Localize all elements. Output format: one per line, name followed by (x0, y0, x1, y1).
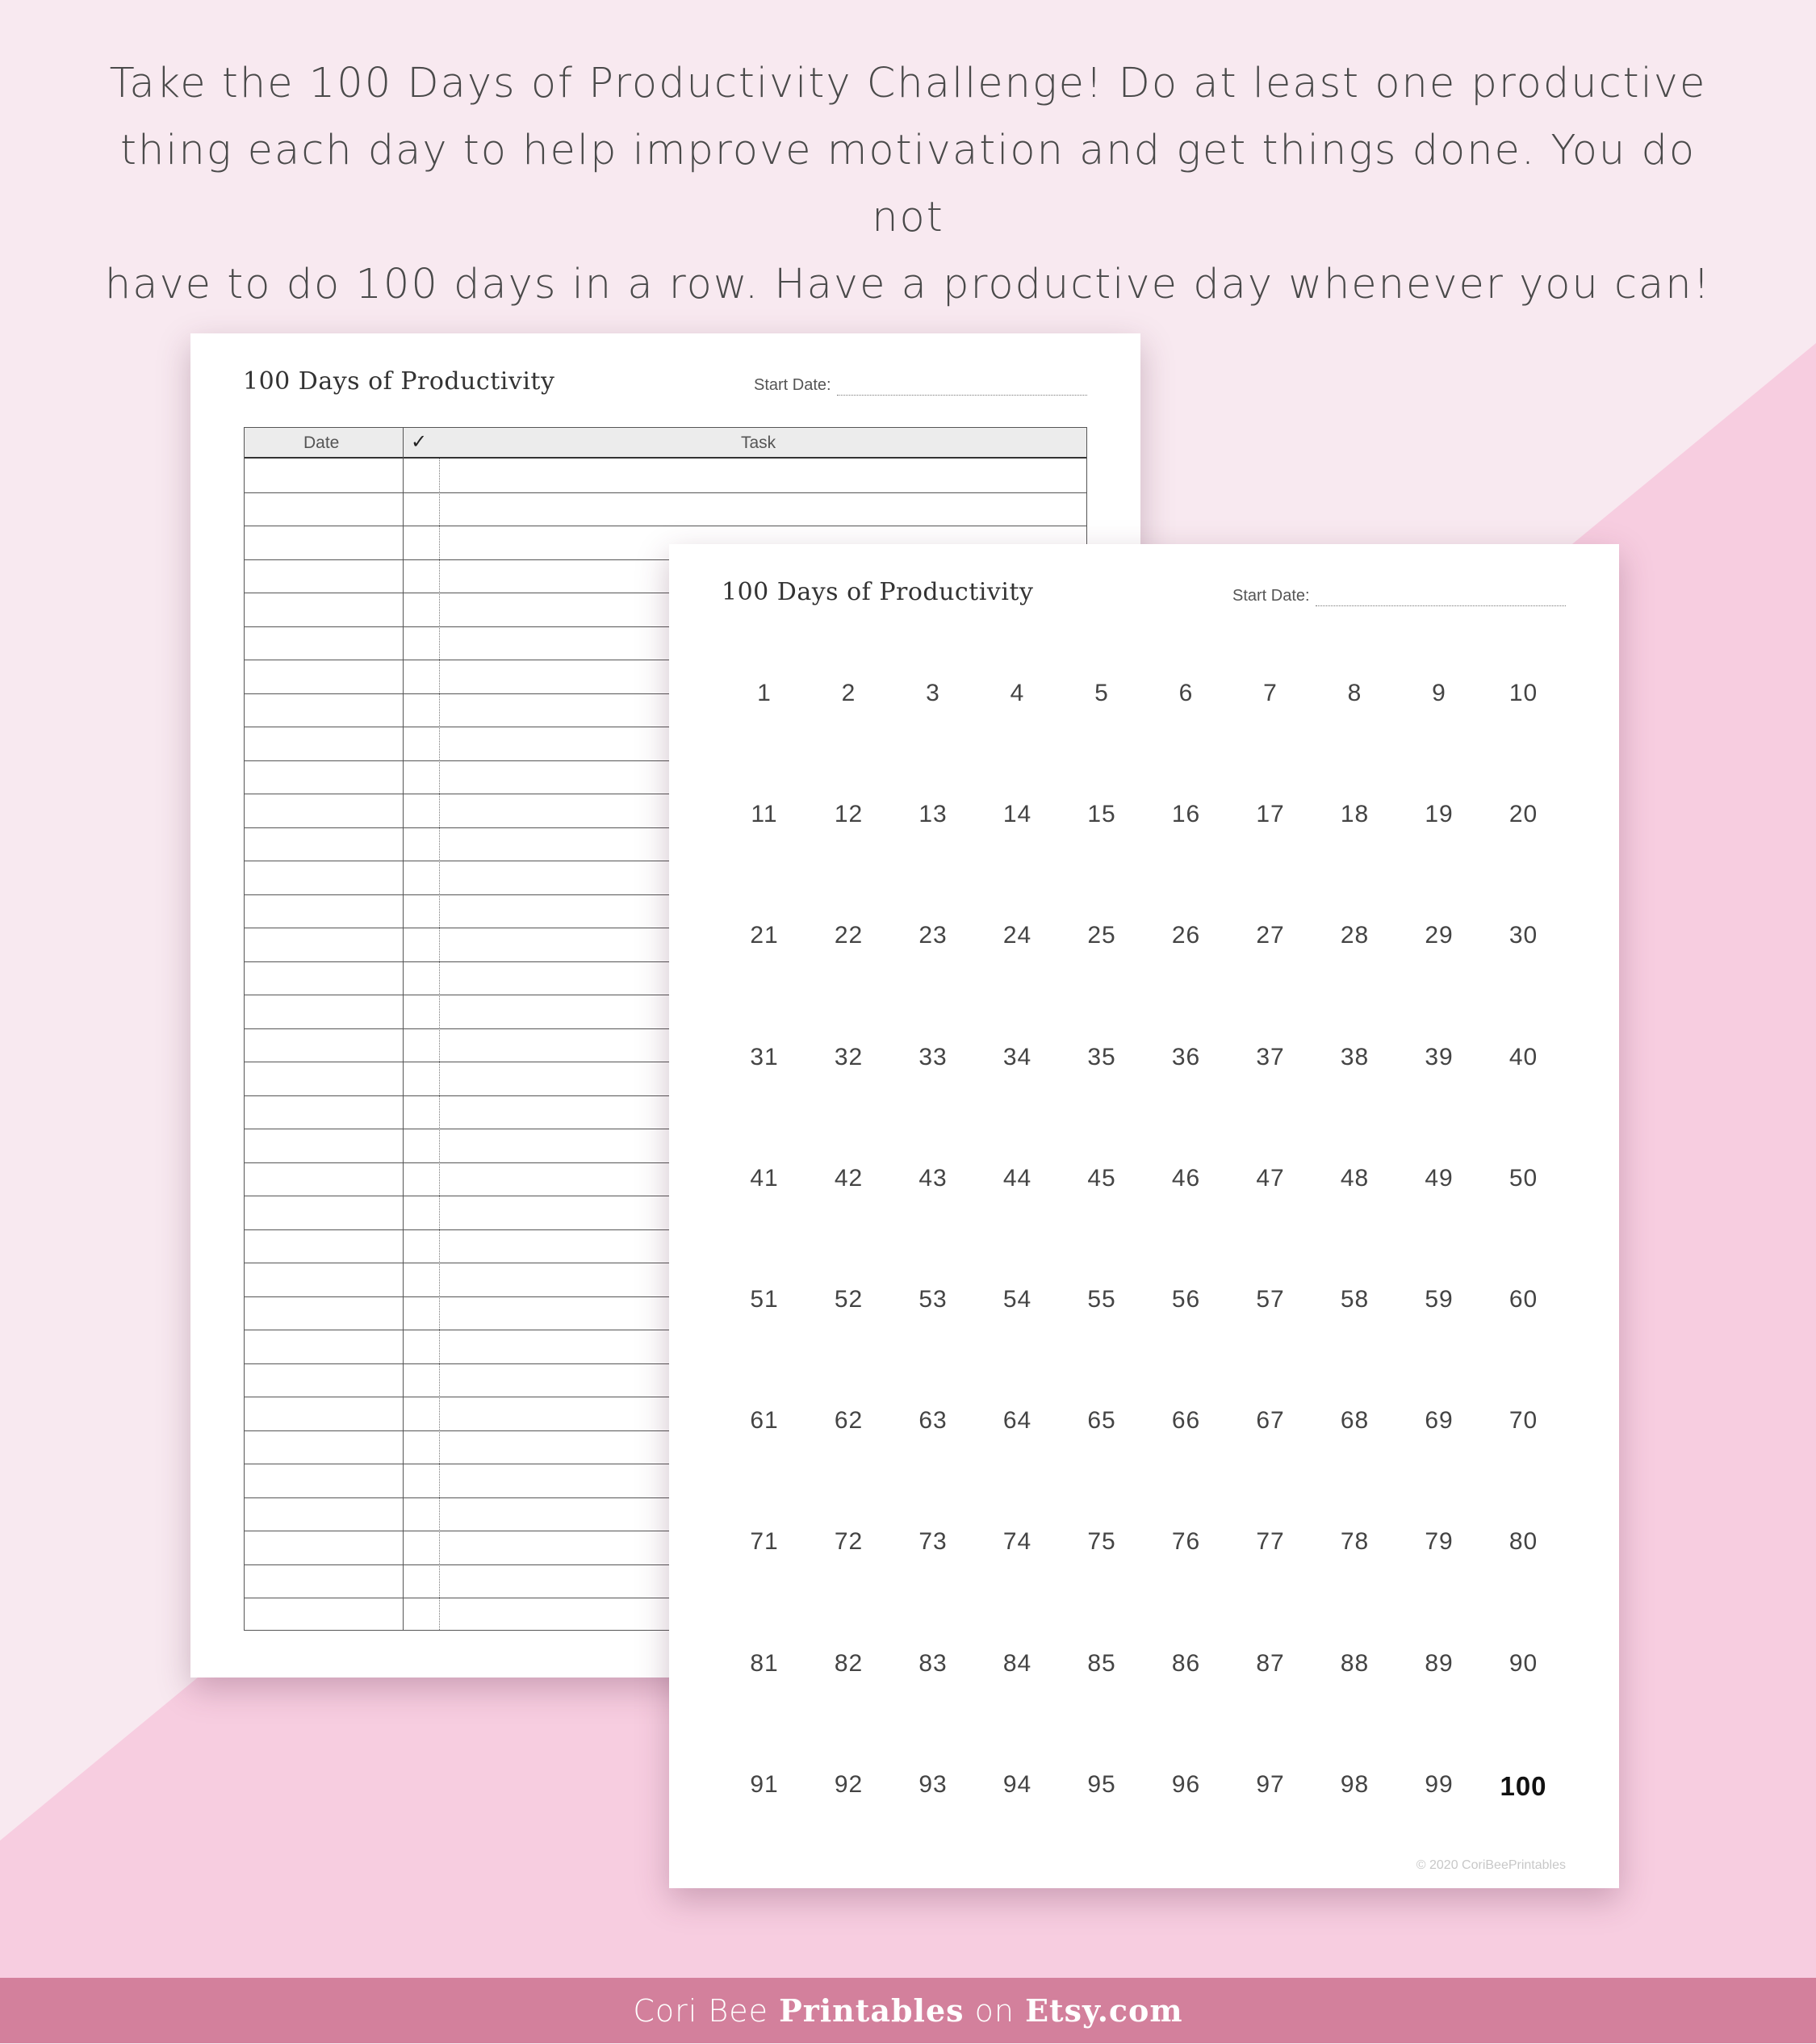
day-number: 41 (750, 1164, 779, 1192)
grid-start-date-label: Start Date: (1232, 587, 1310, 605)
day-number: 20 (1508, 801, 1538, 828)
day-number: 69 (1425, 1407, 1454, 1435)
day-number: 30 (1508, 922, 1538, 949)
day-number: 58 (1340, 1286, 1370, 1313)
day-number: 28 (1340, 922, 1370, 949)
day-number: 46 (1171, 1164, 1201, 1192)
day-number: 13 (918, 801, 948, 828)
day-number: 59 (1425, 1286, 1454, 1313)
day-number: 43 (918, 1164, 948, 1192)
day-number: 72 (834, 1528, 864, 1556)
day-number: 5 (1094, 680, 1109, 706)
day-number: 26 (1171, 922, 1201, 949)
day-number: 10 (1508, 680, 1538, 706)
day-number: 51 (750, 1286, 779, 1313)
day-number: 39 (1425, 1043, 1454, 1070)
column-divider-check (439, 459, 440, 1630)
copyright-text: © 2020 CoriBeePrintables (1416, 1858, 1566, 1872)
column-header-check: ✓ (411, 431, 428, 453)
day-number: 60 (1508, 1286, 1538, 1313)
day-number: 14 (1002, 801, 1032, 828)
day-number: 93 (918, 1770, 948, 1798)
footer-brand-part2: Printables (779, 1992, 964, 2029)
grid-sheet (669, 544, 1619, 1888)
day-number: 76 (1171, 1528, 1201, 1556)
day-number: 45 (1087, 1164, 1116, 1192)
day-number: 86 (1171, 1649, 1201, 1677)
day-number: 64 (1002, 1407, 1032, 1435)
day-number: 3 (926, 680, 940, 706)
day-number: 55 (1087, 1286, 1116, 1313)
day-number: 90 (1508, 1649, 1538, 1677)
day-number: 42 (834, 1164, 864, 1192)
day-number: 12 (834, 801, 864, 828)
day-number: 47 (1256, 1164, 1285, 1192)
grid-start-date-line (1316, 605, 1566, 606)
day-number: 27 (1256, 922, 1285, 949)
day-number: 73 (918, 1528, 948, 1556)
day-number: 78 (1340, 1528, 1370, 1556)
day-number: 15 (1087, 801, 1116, 828)
day-number: 1 (757, 680, 772, 706)
day-number: 71 (750, 1528, 779, 1556)
log-start-date-label: Start Date: (754, 376, 831, 394)
day-number: 9 (1432, 680, 1446, 706)
intro-line-1: Take the 100 Days of Productivity Challenge! Do at least one productive (109, 60, 1707, 107)
day-number: 16 (1171, 801, 1201, 828)
day-number: 56 (1171, 1286, 1201, 1313)
footer-brand-part3: on (964, 1993, 1026, 2029)
day-number: 95 (1087, 1770, 1116, 1798)
column-header-date: Date (303, 434, 340, 452)
day-number: 29 (1425, 922, 1454, 949)
day-number: 81 (750, 1649, 779, 1677)
day-number: 24 (1002, 922, 1032, 949)
log-sheet-title: 100 Days of Productivity (243, 367, 555, 396)
day-number: 98 (1340, 1770, 1370, 1798)
day-number-final: 100 (1500, 1770, 1547, 1801)
day-number: 2 (841, 680, 856, 706)
day-number: 40 (1508, 1043, 1538, 1070)
day-number: 53 (918, 1286, 948, 1313)
day-number: 36 (1171, 1043, 1201, 1070)
intro-line-3: have to do 100 days in a row. Have a productive day whenever you can! (104, 261, 1712, 308)
table-row-divider (245, 492, 1086, 493)
day-number: 74 (1002, 1528, 1032, 1556)
day-number: 32 (834, 1043, 864, 1070)
day-number: 23 (918, 922, 948, 949)
day-number: 63 (918, 1407, 948, 1435)
day-number: 88 (1340, 1649, 1370, 1677)
day-number: 97 (1256, 1770, 1285, 1798)
day-number: 66 (1171, 1407, 1201, 1435)
day-number: 17 (1256, 801, 1285, 828)
day-number: 92 (834, 1770, 864, 1798)
day-number: 34 (1002, 1043, 1032, 1070)
day-number: 70 (1508, 1407, 1538, 1435)
day-number: 11 (751, 801, 778, 828)
day-number: 57 (1256, 1286, 1285, 1313)
day-number: 35 (1087, 1043, 1116, 1070)
day-number: 94 (1002, 1770, 1032, 1798)
footer-bar (0, 1978, 1816, 2043)
day-number: 75 (1087, 1528, 1116, 1556)
day-number: 37 (1256, 1043, 1285, 1070)
day-number: 62 (834, 1407, 864, 1435)
day-number: 7 (1263, 680, 1278, 706)
day-number: 83 (918, 1649, 948, 1677)
day-number: 79 (1425, 1528, 1454, 1556)
day-number: 80 (1508, 1528, 1538, 1556)
day-number: 21 (750, 922, 779, 949)
day-number: 68 (1340, 1407, 1370, 1435)
day-number: 67 (1256, 1407, 1285, 1435)
day-number: 87 (1256, 1649, 1285, 1677)
footer-text (0, 1978, 1816, 2043)
day-number: 4 (1010, 680, 1025, 706)
day-number: 50 (1508, 1164, 1538, 1192)
day-number: 84 (1002, 1649, 1032, 1677)
day-number: 19 (1425, 801, 1454, 828)
log-start-date-line (837, 395, 1087, 396)
day-number: 61 (750, 1407, 779, 1435)
day-number: 22 (834, 922, 864, 949)
day-number: 96 (1171, 1770, 1201, 1798)
log-table-header (245, 428, 1086, 459)
footer-etsy-link[interactable]: Etsy.com (1025, 1992, 1183, 2029)
day-number: 44 (1002, 1164, 1032, 1192)
day-number: 89 (1425, 1649, 1454, 1677)
day-number: 99 (1425, 1770, 1454, 1798)
day-number: 82 (834, 1649, 864, 1677)
day-number: 85 (1087, 1649, 1116, 1677)
day-number: 8 (1347, 680, 1362, 706)
intro-line-2: thing each day to help improve motivation and get things done. You do not (119, 127, 1697, 241)
day-number: 25 (1087, 922, 1116, 949)
grid-sheet-title: 100 Days of Productivity (722, 578, 1034, 606)
intro-text (81, 50, 1735, 318)
day-number: 65 (1087, 1407, 1116, 1435)
day-number: 49 (1425, 1164, 1454, 1192)
day-number: 18 (1340, 801, 1370, 828)
day-number: 38 (1340, 1043, 1370, 1070)
column-header-task: Task (741, 434, 776, 452)
day-number: 6 (1178, 680, 1194, 706)
day-number: 33 (918, 1043, 948, 1070)
day-number: 54 (1002, 1286, 1032, 1313)
day-number: 52 (834, 1286, 864, 1313)
day-number: 31 (750, 1043, 779, 1070)
day-number: 91 (750, 1770, 779, 1798)
day-number: 48 (1340, 1164, 1370, 1192)
day-number: 77 (1256, 1528, 1285, 1556)
footer-brand-part1: Cori Bee (633, 1993, 780, 2029)
